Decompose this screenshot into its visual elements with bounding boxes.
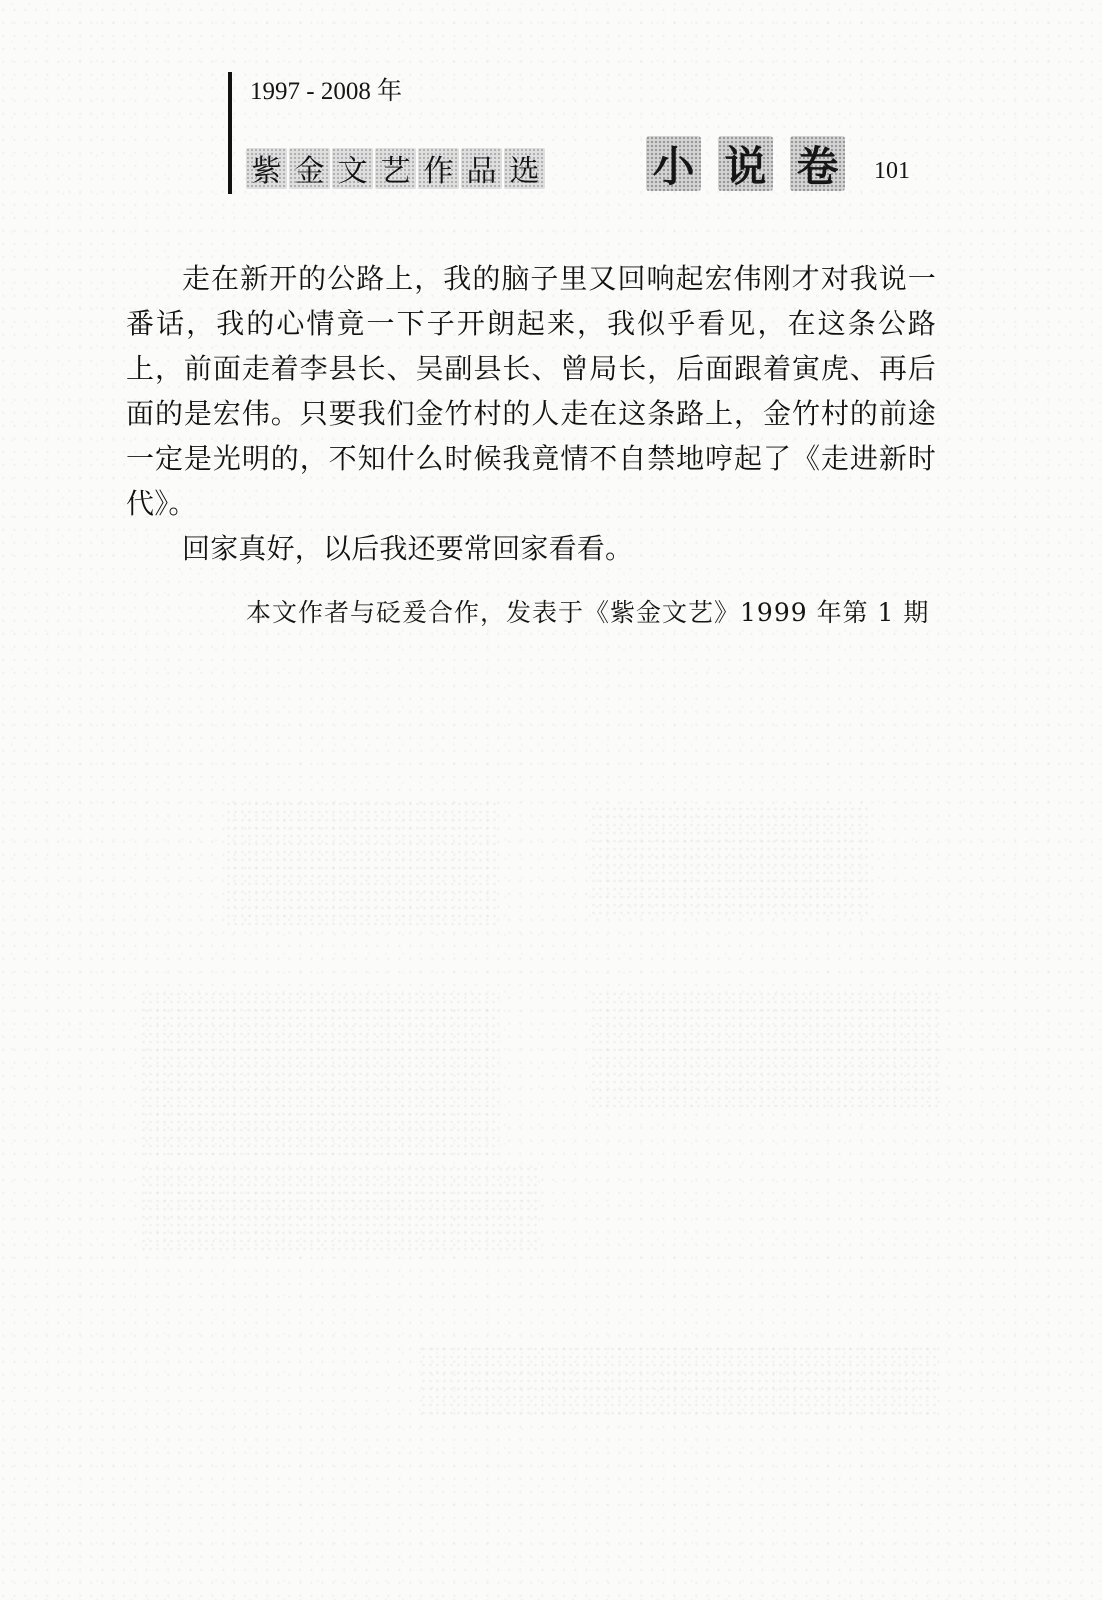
series-title-char: 文 [332, 148, 373, 189]
body-text [126, 256, 936, 571]
page-number: 101 [874, 158, 910, 184]
paragraph: 走在新开的公路上，我的脑子里又回响起宏伟刚才对我说一番话，我的心情竟一下子开朗起来，我似乎看见，在这条公路上，前面走着李县长、吴副县长、曾局长，后面跟着寅虎、再后面的是宏伟。只要我们金竹村的人走在这条路上，金竹村的前途一定是光明的，不知什么时候我竟情不自禁地哼起了《走进新时代》。 [126, 262, 936, 520]
year-range: 1997 - 2008 年 [250, 78, 403, 105]
series-title-char: 作 [418, 148, 459, 189]
show-through-print [225, 800, 500, 930]
series-title-char: 艺 [375, 148, 416, 189]
show-through-print [590, 990, 940, 1110]
volume-title-char: 卷 [790, 136, 845, 191]
series-title-char: 紫 [246, 148, 287, 189]
series-title-char: 金 [289, 148, 330, 189]
show-through-print [140, 1165, 540, 1255]
show-through-print [140, 990, 500, 1160]
volume-title-char: 说 [718, 136, 773, 191]
volume-title [646, 136, 845, 191]
series-title [246, 144, 545, 192]
show-through-print [590, 805, 870, 915]
source-note: 本文作者与砭爰合作，发表于《紫金文艺》1999 年第 1 期 [246, 598, 930, 627]
series-title-char: 选 [504, 148, 545, 189]
series-title-char: 品 [461, 148, 502, 189]
paragraph: 回家真好，以后我还要常回家看看。 [182, 532, 634, 565]
header-vertical-rule [228, 72, 232, 194]
show-through-print [420, 1345, 940, 1420]
volume-title-char: 小 [646, 136, 701, 191]
